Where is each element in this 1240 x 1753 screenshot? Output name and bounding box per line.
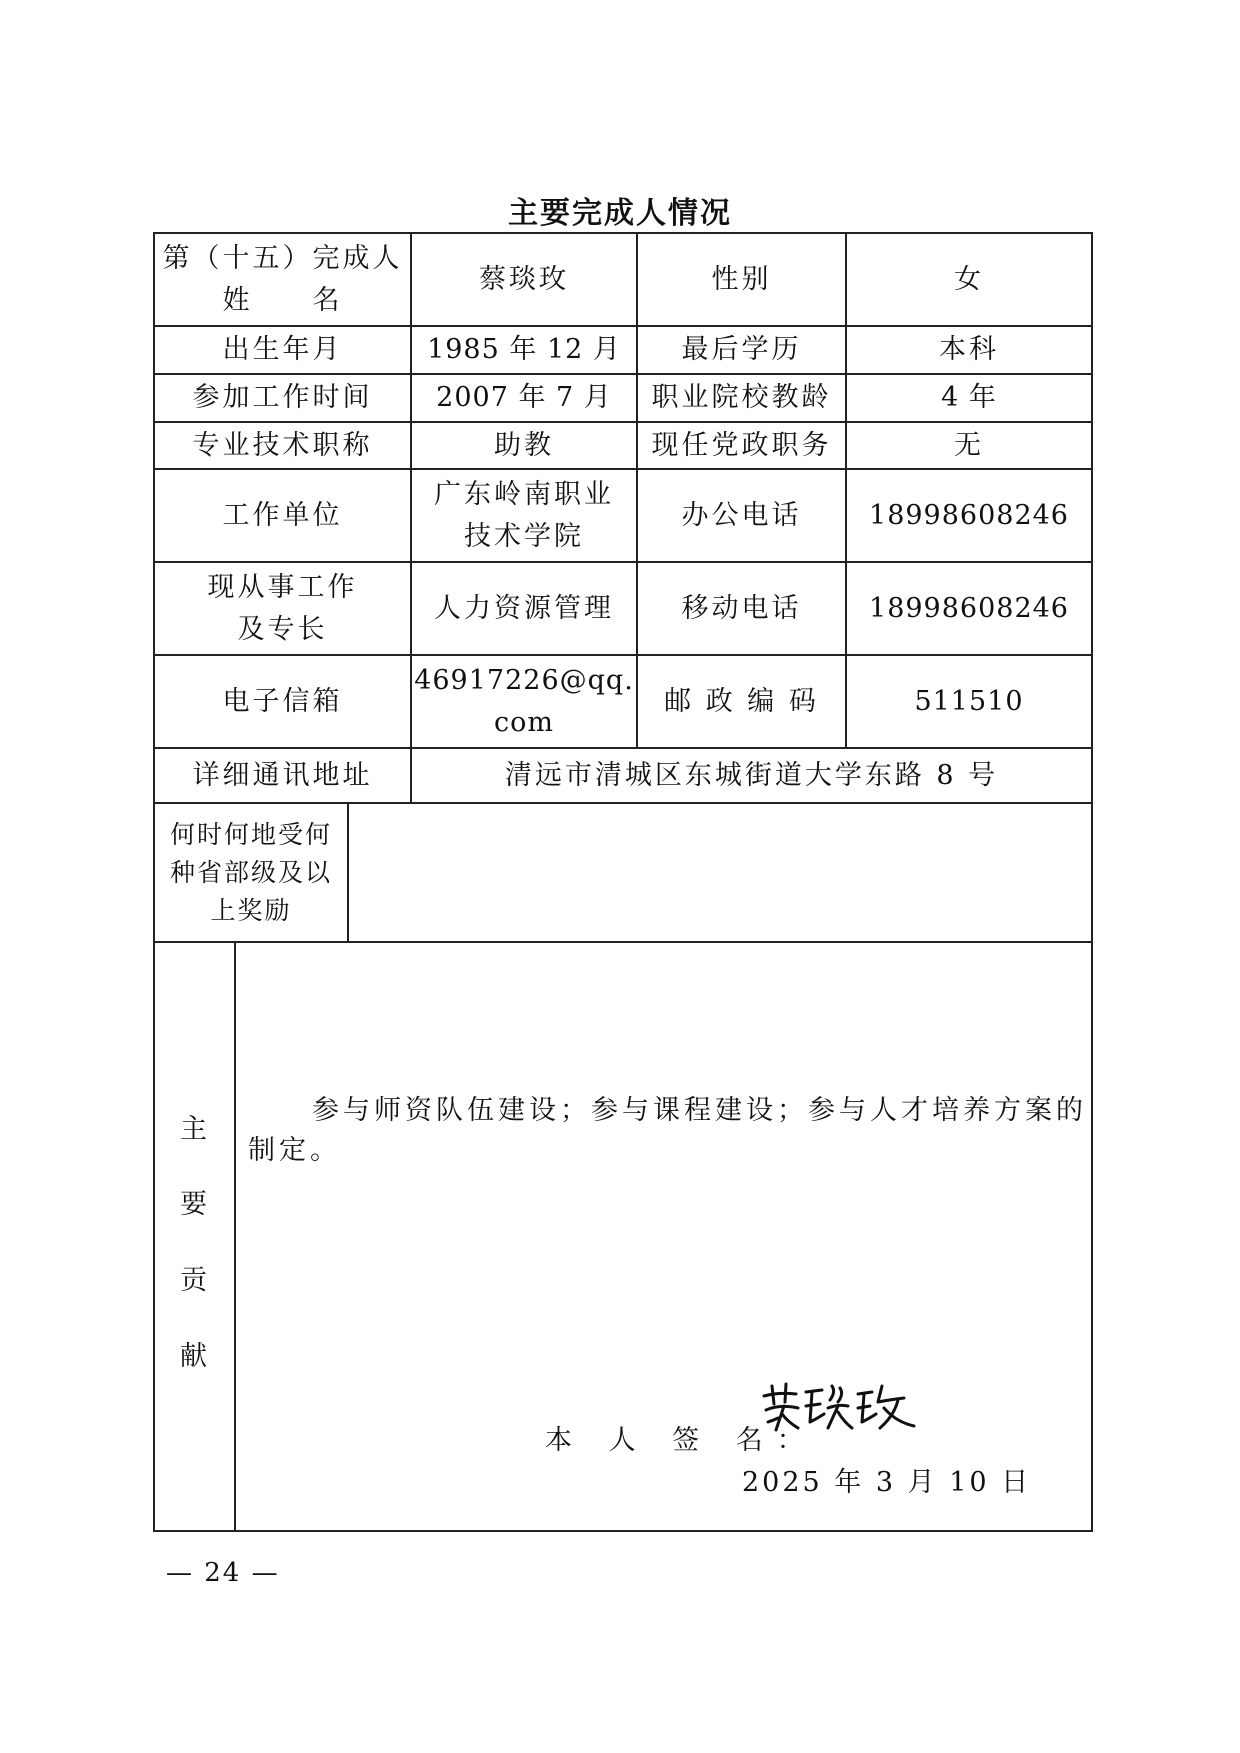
handwritten-signature: [758, 1378, 918, 1438]
awards-label-line3: 上奖励: [210, 895, 292, 925]
mobile-value: 18998608246: [869, 592, 1069, 624]
contribution-label-char4: 献: [180, 1341, 210, 1372]
address-value: 清远市清城区东城街道大学东路 8 号: [504, 759, 999, 791]
gender-label: 性别: [711, 263, 772, 295]
gender-value: 女: [954, 263, 984, 295]
contribution-label-char2: 要: [180, 1189, 210, 1220]
name-label-cell: [155, 234, 410, 325]
page-title: 主要完成人情况: [508, 196, 732, 231]
signature-date: 2025 年 3 月 10 日: [742, 1467, 1032, 1498]
education-value: 本科: [939, 334, 999, 365]
position-label: 现任党政职务: [651, 429, 832, 461]
postcode-label: 邮 政 编 码: [664, 685, 819, 717]
teaching-years-label: 职业院校教龄: [651, 382, 832, 413]
work-start-value: 2007 年 7 月: [436, 382, 612, 413]
mobile-label: 移动电话: [681, 592, 802, 624]
field-label-line1: 现从事工作: [207, 571, 358, 603]
title-label: 专业技术职称: [192, 429, 373, 461]
email-value-line2: com: [494, 706, 554, 738]
field-value: 人力资源管理: [434, 592, 614, 624]
awards-value: [349, 804, 1091, 941]
name-label-line2: 姓 名: [222, 284, 343, 316]
work-start-label: 参加工作时间: [192, 382, 373, 413]
awards-label-line2: 种省部级及以: [169, 857, 332, 887]
position-value: 无: [954, 429, 984, 461]
name-value: 蔡琰玫: [479, 263, 569, 295]
email-label: 电子信箱: [222, 685, 343, 717]
awards-label-line1: 何时何地受何: [169, 819, 332, 849]
contribution-label-char3: 贡: [180, 1265, 210, 1296]
office-phone-label: 办公电话: [681, 499, 802, 531]
employer-value-cell: [412, 470, 636, 561]
office-phone-value: 18998608246: [869, 499, 1069, 531]
education-label: 最后学历: [681, 334, 802, 365]
email-value-cell: [412, 656, 636, 747]
employer-value-line2: 技术学院: [464, 520, 584, 552]
employer-label: 工作单位: [222, 499, 343, 531]
page-number: — 24 —: [166, 1558, 280, 1588]
contribution-label-char1: 主: [180, 1114, 210, 1145]
email-value-line1: 46917226@qq.: [414, 664, 634, 696]
birth-label: 出生年月: [222, 334, 343, 365]
name-label-line1: 第（十五）完成人: [162, 242, 403, 274]
field-label-cell: [155, 563, 410, 654]
signature-label: 本 人 签 名：: [545, 1425, 818, 1456]
title-value: 助教: [494, 429, 554, 461]
awards-label-cell: [155, 804, 347, 941]
postcode-value: 511510: [914, 685, 1024, 717]
address-label: 详细通讯地址: [192, 759, 373, 791]
birth-value: 1985 年 12 月: [427, 334, 621, 365]
contribution-text: 参与师资队伍建设；参与课程建设；参与人才培养方案的制定。: [248, 1095, 1087, 1166]
field-label-line2: 及专长: [237, 613, 328, 645]
teaching-years-value: 4 年: [941, 382, 997, 413]
employer-value-line1: 广东岭南职业: [434, 478, 614, 510]
